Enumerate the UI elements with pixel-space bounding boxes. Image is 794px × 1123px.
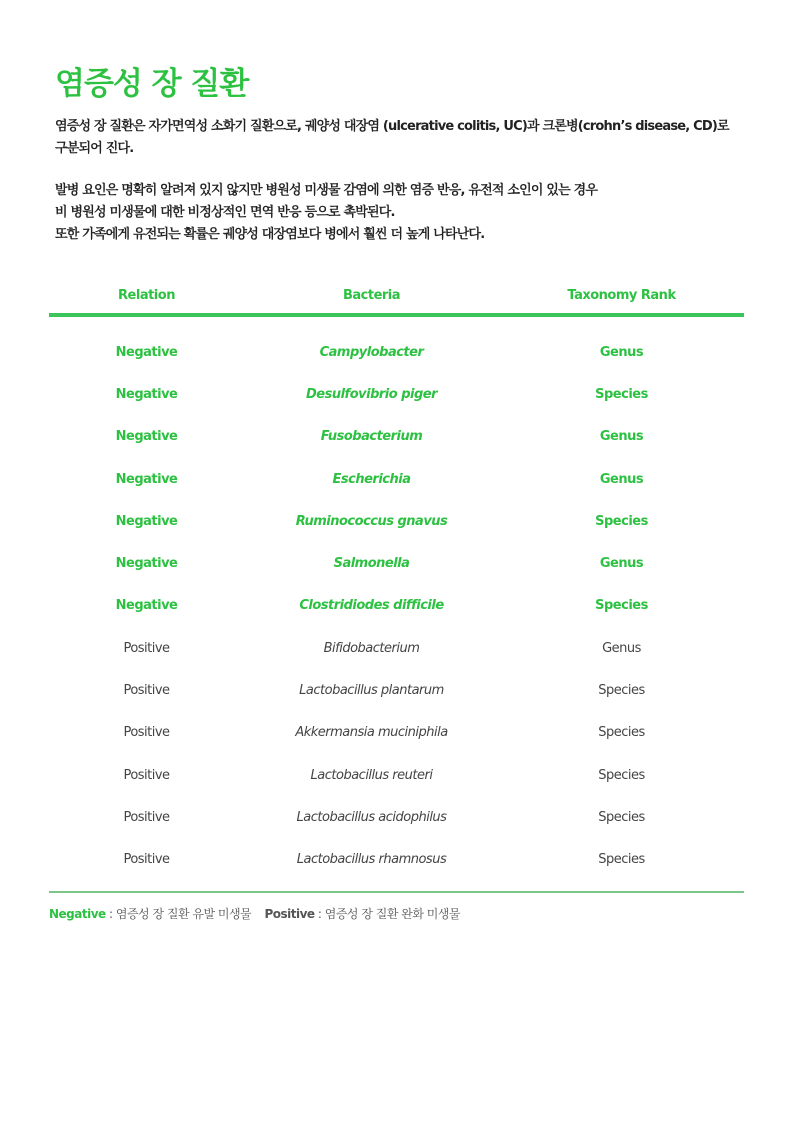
relation-cell: Positive bbox=[123, 725, 170, 741]
legend-positive-key: Positive bbox=[264, 907, 315, 921]
table-row bbox=[49, 416, 744, 458]
table-row bbox=[49, 754, 744, 796]
table-row bbox=[49, 839, 744, 881]
detail-line: 비 병원성 미생물에 대한 비정상적인 면역 반응 등으로 촉박된다. bbox=[55, 205, 395, 220]
relation-cell: Positive bbox=[123, 852, 170, 868]
table-header bbox=[49, 280, 744, 310]
table-body bbox=[49, 331, 744, 881]
taxonomy-rank-cell: Genus bbox=[599, 344, 644, 360]
table-row bbox=[49, 331, 744, 373]
relation-cell: Negative bbox=[115, 598, 178, 614]
relation-cell: Negative bbox=[115, 344, 178, 360]
header-bacteria: Bacteria bbox=[342, 287, 401, 303]
relation-cell: Negative bbox=[115, 556, 178, 572]
table-row bbox=[49, 458, 744, 500]
legend-negative-text: : 염증성 장 질환 유발 미생물 bbox=[105, 907, 252, 921]
taxonomy-rank-cell: Species bbox=[598, 809, 645, 825]
bacteria-cell: Akkermansia muciniphila bbox=[295, 725, 448, 741]
table-row bbox=[49, 542, 744, 584]
taxonomy-rank-cell: Species bbox=[595, 598, 648, 614]
taxonomy-rank-cell: Species bbox=[598, 767, 645, 783]
relation-cell: Negative bbox=[115, 386, 178, 402]
legend bbox=[49, 905, 460, 922]
detail-line: 발병 요인은 명확히 알려져 있지 않지만 병원성 미생물 감염에 의한 염증 반응, 유전적 소인이 있는 경우 bbox=[55, 183, 598, 198]
taxonomy-rank-cell: Genus bbox=[599, 429, 644, 445]
taxonomy-rank-cell: Species bbox=[598, 683, 645, 699]
taxonomy-rank-cell: Genus bbox=[602, 640, 641, 656]
bacteria-cell: Lactobacillus reuteri bbox=[310, 767, 433, 783]
table-row bbox=[49, 712, 744, 754]
legend-positive-text: : 염증성 장 질환 완화 미생물 bbox=[314, 907, 461, 921]
footer-divider bbox=[49, 891, 744, 893]
table-row bbox=[49, 627, 744, 669]
bacteria-cell: Ruminococcus gnavus bbox=[295, 513, 448, 529]
detail-line: 또한 가족에게 유전되는 확률은 궤양성 대장염보다 병에서 훨씬 더 높게 나타난다. bbox=[55, 227, 485, 242]
bacteria-cell: Salmonella bbox=[333, 556, 410, 572]
bacteria-cell: Escherichia bbox=[332, 471, 411, 487]
bacteria-cell: Bifidobacterium bbox=[323, 640, 420, 656]
bacteria-table bbox=[49, 280, 744, 881]
relation-cell: Negative bbox=[115, 429, 178, 445]
bacteria-cell: Lactobacillus acidophilus bbox=[296, 809, 447, 825]
table-row bbox=[49, 585, 744, 627]
taxonomy-rank-cell: Species bbox=[595, 513, 648, 529]
detail-paragraph bbox=[55, 180, 755, 246]
taxonomy-rank-cell: Genus bbox=[599, 556, 644, 572]
taxonomy-rank-cell: Species bbox=[598, 725, 645, 741]
intro-line: 염증성 장 질환은 자가면역성 소화기 질환으로, 궤양성 대장염 (ulcerative colitis, UC)과 크론병(crohn’s disease, CD)로 bbox=[55, 119, 729, 134]
bacteria-cell: Fusobacterium bbox=[320, 429, 423, 445]
taxonomy-rank-cell: Species bbox=[598, 852, 645, 868]
header-taxonomy-rank: Taxonomy Rank bbox=[567, 287, 676, 303]
bacteria-cell: Desulfovibrio piger bbox=[306, 386, 437, 402]
relation-cell: Positive bbox=[123, 767, 170, 783]
header-divider bbox=[49, 313, 744, 317]
table-row bbox=[49, 669, 744, 711]
table-row bbox=[49, 500, 744, 542]
relation-cell: Positive bbox=[123, 683, 170, 699]
intro-paragraph bbox=[55, 116, 755, 160]
relation-cell: Negative bbox=[115, 471, 178, 487]
bacteria-cell: Clostridiodes difficile bbox=[299, 598, 444, 614]
taxonomy-rank-cell: Genus bbox=[599, 471, 644, 487]
relation-cell: Positive bbox=[123, 640, 170, 656]
relation-cell: Negative bbox=[115, 513, 178, 529]
bacteria-cell: Campylobacter bbox=[319, 344, 424, 360]
table-row bbox=[49, 373, 744, 415]
taxonomy-rank-cell: Species bbox=[595, 386, 648, 402]
relation-cell: Positive bbox=[123, 809, 170, 825]
bacteria-cell: Lactobacillus rhamnosus bbox=[296, 852, 447, 868]
header-relation: Relation bbox=[118, 287, 175, 303]
legend-negative-key: Negative bbox=[49, 907, 106, 921]
table-row bbox=[49, 796, 744, 838]
page-title: 염증성 장 질환 bbox=[55, 66, 249, 102]
bacteria-cell: Lactobacillus plantarum bbox=[299, 683, 444, 699]
intro-line: 구분되어 진다. bbox=[55, 141, 134, 156]
